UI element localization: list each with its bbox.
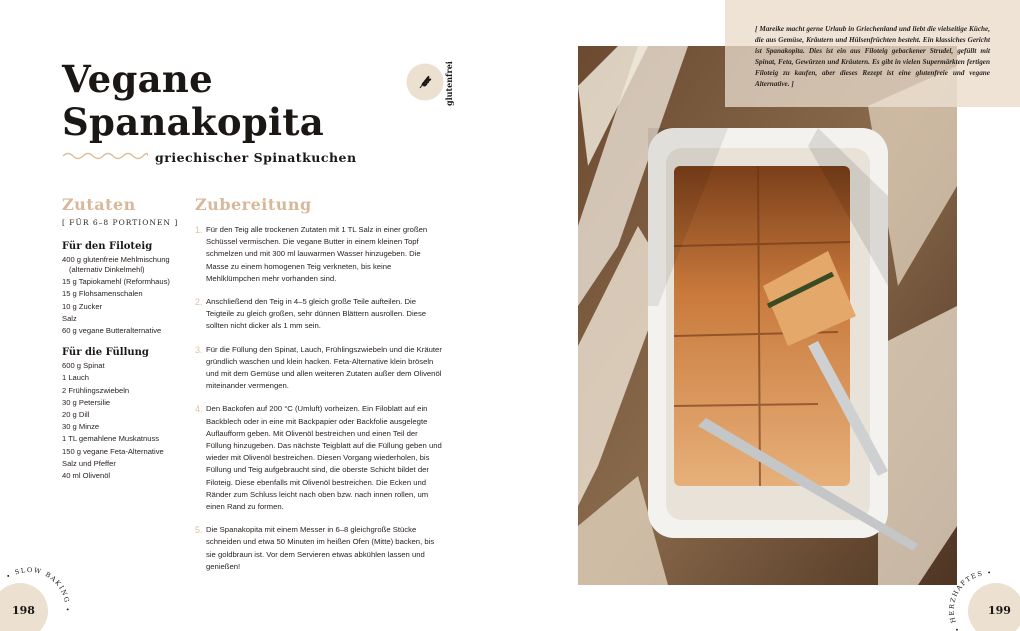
svg-text:• SLOW BAKING •: • SLOW BAKING • [4,565,72,613]
ingredient-item: 150 g vegane Feta-Alternative [62,446,164,456]
step-text: Anschließend den Teig in 4–5 gleich große Teile aufteilen. Die Teigteile zu gleich großen, sehr dünnen Blättern ausrollen. Diese sollten nicht dicker als 1 mm sein. [206,297,427,331]
step-text: Den Backofen auf 200 °C (Umluft) vorheizen. Ein Filoblatt auf ein Backblech oder in eine mit Backpapier oder Backfolie ausgelegte Auflaufform geben. Mit Olivenöl bestreichen und einen Teil der Füllung hinzugeben. Das nächste Teigblatt auf die Füllung geben und wieder mit Olivenöl bestreichen. Diesen Vorgang wiederholen, bis Füllung und Teig aufgebraucht sind, die oberste Schicht bildet der Filoteig. Diese ebenfalls mit Olivenöl bestreichen. Die Ecken und Ränder zum Schluss leicht nach oben bzw. nach innen rollen, um einen Rand zu formen. [206,404,442,512]
ingredient-item: Salz [62,313,77,323]
title-line-2: Spanakopita [62,100,325,144]
step-item [195,224,445,285]
step-text: Für den Teig alle trockenen Zutaten mit 1 TL Salz in einer großen Schüssel vermischen. Die vegane Butter in einem kleinen Topf schmelzen und mit 300 ml lauwarmen Wasser hinzugeben. Die Masse zu einem homogenen Teig verkneten, bis keine Mehlklümpchen mehr vorhanden sind. [206,225,428,283]
preparation-heading: Zubereitung [195,195,312,214]
recipe-subtitle: griechischer Spinatkuchen [155,150,357,165]
section-label-left [0,565,80,631]
ingredients-heading: Zutaten [62,195,136,214]
ingredient-group-filling [62,347,187,482]
step-number: 1. [195,225,203,235]
page-number-left: 198 [12,604,35,617]
intro-text: [ Mareike macht gerne Urlaub in Griechenland und liebt die vielseitige Küche, die aus Gemüse, Kräutern und Hülsenfrüchten besteht. Ein klassiches Gericht ist Spanakopita. Dies ist ein aus Filoteig gebackener Strudel, gefüllt mit Spinat, Feta, Gewürzen und Kräutern. Es gibt in vielen Supermärkten fertigen Filoteig zu kaufen, aber dieses Rezept ist eine glutenfreie und vegane Alternative. ] [755,25,990,88]
step-number: 3. [195,344,203,355]
step-item [195,344,445,393]
recipe-photo [578,46,957,585]
step-item [195,524,445,573]
step-item [195,296,445,333]
step-number: 2. [195,297,203,308]
title-line-1: Vegane [62,57,213,101]
ingredient-item: 400 g glutenfreie Mehlmischung (alternativ Dinkelmehl) [62,255,170,275]
ingredient-item: 1 TL gemahlene Muskatnuss [62,434,160,444]
gluten-free-label: glutenfrei [444,61,454,106]
ingredient-item: 10 g Zucker [62,301,103,311]
ingredient-group-dough [62,241,187,337]
wave-divider-icon [62,150,148,162]
gluten-free-badge [408,65,442,99]
step-number: 5. [195,525,203,536]
ingredient-group-title: Für den Filoteig [62,241,153,252]
ingredients-section [62,195,187,482]
step-text: Die Spanakopita mit einem Messer in 6–8 gleichgroße Stücke schneiden und etwa 50 Minuten im heißen Ofen (Mitte) backen, bis sie goldbraun ist. Vor dem Servieren etwas abkühlen lassen und genießen! [206,525,435,571]
page-number-right: 199 [988,604,1011,617]
ingredient-item: 30 g Minze [62,422,100,432]
ingredient-item: 60 g vegane Butteralternative [62,326,162,336]
ingredient-item: 600 g Spinat [62,361,105,371]
recipe-title [62,58,324,144]
ingredient-item: 40 ml Olivenöl [62,471,111,481]
ingredient-group-title: Für die Füllung [62,347,149,359]
ingredient-item: 30 g Petersilie [62,397,111,407]
wheat-icon [415,72,435,92]
spanakopita-photo-image [578,46,957,585]
svg-text:• HERZHAFTES •: • HERZHAFTES • [947,570,993,631]
ingredient-item: Salz und Pfeffer [62,458,116,468]
ingredient-item: 2 Frühlingszwiebeln [62,385,130,395]
ingredient-item: 20 g Dill [62,410,90,420]
ingredient-item: 15 g Flohsamenschalen [62,289,143,299]
ingredient-item: 15 g Tapiokamehl (Reformhaus) [62,277,170,287]
preparation-section [195,195,445,584]
section-label-right [940,570,1020,631]
step-number: 4. [195,404,203,415]
step-item [195,403,445,513]
step-text: Für die Füllung den Spinat, Lauch, Frühlingszwiebeln und die Kräuter gründlich waschen und klein hacken. Feta-Alternative klein bröseln und mit dem Gemüse und allen weiteren Zutaten außer dem Olivenöl miteinander vermengen. [206,344,442,391]
portions-label: [ FÜR 6–8 PORTIONEN ] [62,218,179,227]
ingredient-item: 1 Lauch [62,373,90,383]
